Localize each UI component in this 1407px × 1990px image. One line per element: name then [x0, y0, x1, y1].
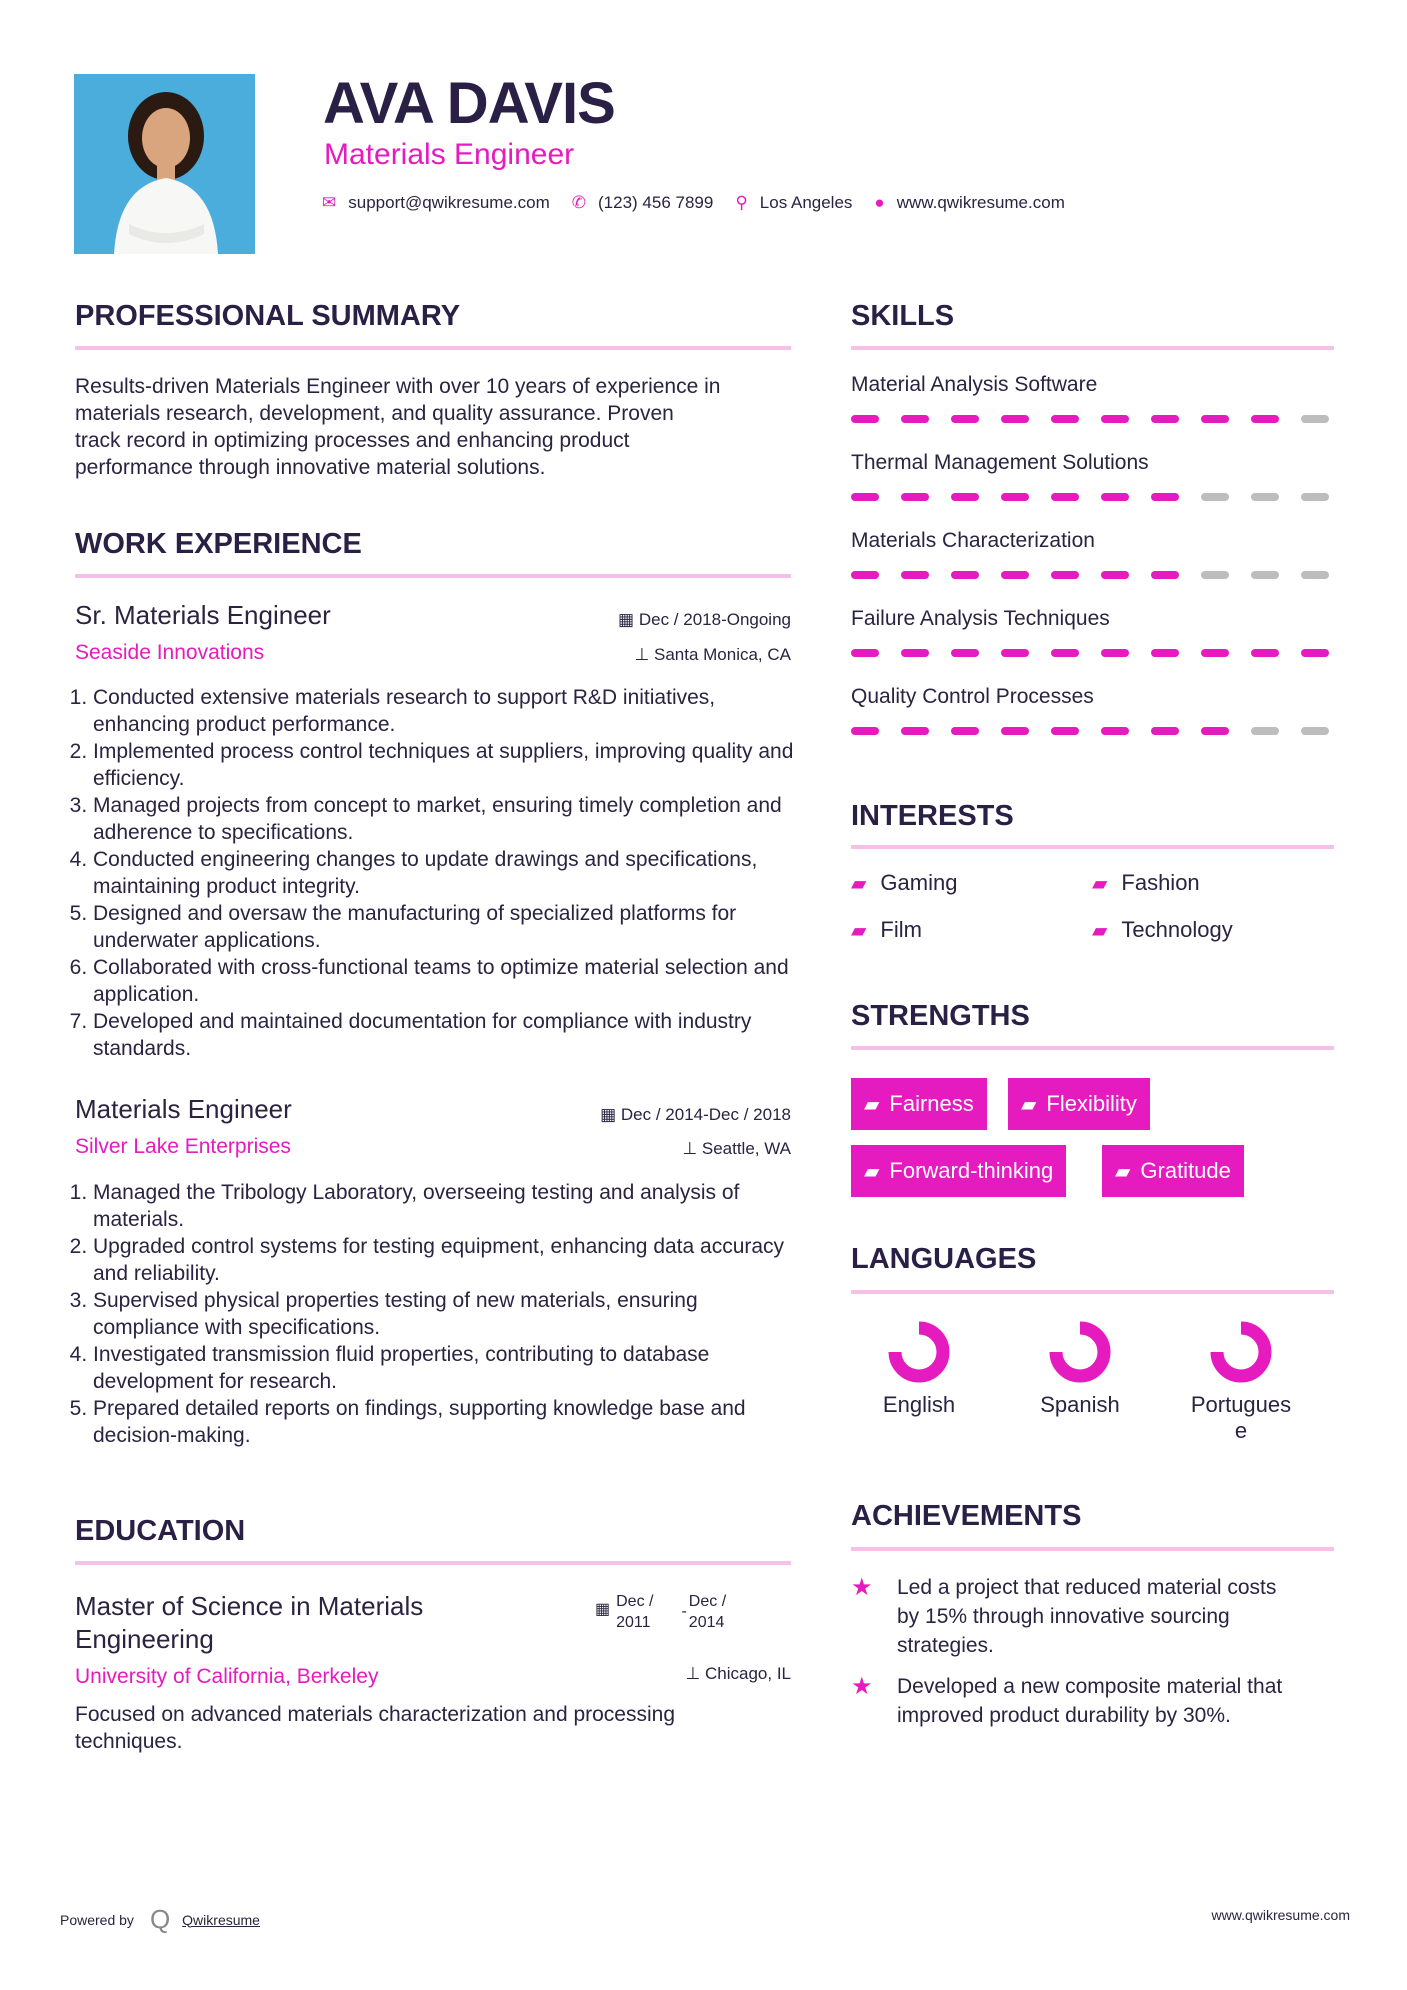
achievement-item — [851, 1573, 1276, 1660]
skill-dot-filled — [851, 493, 879, 501]
map-pin-icon: ⚲ — [735, 193, 748, 212]
summary-heading: PROFESSIONAL SUMMARY — [75, 300, 461, 332]
skill-dot-empty — [1301, 415, 1329, 423]
skill-dot-filled — [1151, 571, 1179, 579]
skill-dot-empty — [1301, 727, 1329, 735]
language-name: Portugues — [1190, 1392, 1292, 1417]
skill-dot-filled — [1051, 493, 1079, 501]
book-icon: ▰ — [1115, 1160, 1131, 1183]
job-date — [520, 1105, 791, 1125]
skill-dot-filled — [851, 571, 879, 579]
book-icon: ▰ — [1021, 1093, 1037, 1116]
book-icon: ▰ — [1092, 872, 1108, 895]
email-text: support@qwikresume.com — [348, 193, 550, 212]
skills-list — [851, 373, 1334, 763]
skill-dot-filled — [951, 493, 979, 501]
education-location-text: Chicago, IL — [705, 1664, 791, 1683]
contact-bar — [322, 193, 1087, 213]
education-date-end — [689, 1591, 726, 1633]
skill-dot-empty — [1201, 571, 1229, 579]
strength-chip — [1008, 1078, 1150, 1130]
skill-dot-filled — [851, 727, 879, 735]
strength-chip — [1102, 1145, 1244, 1197]
skill-dot-filled — [1151, 649, 1179, 657]
list-item: 6. Collaborated with cross-functional teams to optimize material selection and application. — [93, 954, 803, 1008]
achievement-line: improved product durability by 30%. — [897, 1704, 1231, 1727]
skill-dot-filled — [1301, 649, 1329, 657]
achievement-item — [851, 1672, 1282, 1730]
language-arc — [895, 1328, 943, 1376]
skill-dot-filled — [1251, 649, 1279, 657]
language-arc — [1217, 1328, 1265, 1376]
skill-row — [851, 685, 1334, 763]
language-level-ring — [1045, 1318, 1115, 1384]
strengths-heading: STRENGTHS — [851, 1000, 1030, 1032]
interests-heading: INTERESTS — [851, 800, 1014, 832]
skill-dot-filled — [1101, 727, 1129, 735]
list-item: 2. Implemented process control techniques at suppliers, improving quality and efficiency. — [93, 738, 803, 792]
languages-divider — [851, 1290, 1334, 1294]
languages-heading: LANGUAGES — [851, 1243, 1037, 1275]
skill-dot-empty — [1251, 571, 1279, 579]
interests-divider — [851, 845, 1334, 849]
skill-dot-filled — [1051, 571, 1079, 579]
strength-chip — [851, 1145, 1066, 1197]
languages-list — [851, 1318, 1334, 1458]
summary-text — [75, 373, 805, 481]
skill-name: Material Analysis Software — [851, 373, 1098, 396]
contact-email[interactable] — [322, 193, 550, 213]
skill-name: Failure Analysis Techniques — [851, 607, 1110, 630]
achievements-divider — [851, 1547, 1334, 1551]
summary-line: Results-driven Materials Engineer with over 10 years of experience in — [75, 375, 721, 398]
skill-dot-filled — [901, 727, 929, 735]
pushpin-icon: ⊥ — [685, 1664, 701, 1683]
education-location — [540, 1664, 791, 1684]
skill-dot-empty — [1201, 493, 1229, 501]
education-divider — [75, 1561, 791, 1565]
profile-photo — [74, 74, 255, 254]
globe-icon: ● — [874, 193, 885, 212]
skill-dot-filled — [901, 415, 929, 423]
skill-dot-filled — [1101, 415, 1129, 423]
skill-row — [851, 451, 1334, 529]
list-item: 3. Managed projects from concept to market, ensuring timely completion and adherence to specifications. — [93, 792, 803, 846]
skill-level-bar — [851, 727, 1334, 735]
date-part: 2011 — [616, 1614, 651, 1631]
skill-dot-filled — [1201, 649, 1229, 657]
skill-dot-filled — [1151, 727, 1179, 735]
language-item — [1020, 1318, 1140, 1418]
job-company: Silver Lake Enterprises — [75, 1135, 291, 1158]
job-title: Materials Engineer — [75, 1094, 292, 1124]
list-item: 5. Designed and oversaw the manufacturing of specialized platforms for underwater applications. — [93, 900, 803, 954]
skill-dot-empty — [1301, 571, 1329, 579]
list-item: 1. Managed the Tribology Laboratory, overseeing testing and analysis of materials. — [93, 1179, 803, 1233]
phone-icon: ✆ — [571, 193, 586, 212]
skill-dot-filled — [1051, 727, 1079, 735]
job-location-text: Seattle, WA — [701, 1139, 791, 1158]
list-item: 5. Prepared detailed reports on findings, supporting knowledge base and decision-making. — [93, 1395, 803, 1449]
contact-phone[interactable] — [572, 193, 714, 213]
education-heading: EDUCATION — [75, 1515, 246, 1547]
language-level-ring — [1206, 1318, 1276, 1384]
skill-dot-filled — [1001, 649, 1029, 657]
skill-dot-filled — [851, 415, 879, 423]
star-icon: ★ — [851, 1574, 873, 1601]
language-name: English — [882, 1392, 956, 1417]
footer-powered — [60, 1904, 260, 1935]
book-icon: ▰ — [851, 919, 867, 942]
skill-level-bar — [851, 493, 1334, 501]
experience-heading: WORK EXPERIENCE — [75, 528, 362, 560]
interest-item — [1092, 870, 1200, 896]
achievement-text — [897, 1573, 1276, 1660]
school-name: University of California, Berkeley — [75, 1665, 379, 1688]
list-item: 4. Conducted engineering changes to update drawings and specifications, maintaining product integrity. — [93, 846, 803, 900]
job-date — [540, 610, 791, 630]
pushpin-icon: ⊥ — [682, 1139, 698, 1158]
skill-dot-filled — [951, 415, 979, 423]
interest-item — [851, 917, 922, 943]
skill-name: Quality Control Processes — [851, 685, 1094, 708]
job-date-text: Dec / 2018-Ongoing — [638, 610, 791, 629]
skill-dot-filled — [951, 727, 979, 735]
interest-label: Gaming — [880, 870, 958, 895]
star-icon: ★ — [851, 1673, 873, 1700]
skill-dot-filled — [901, 649, 929, 657]
language-arc — [1056, 1328, 1104, 1376]
footer-url[interactable]: www.qwikresume.com — [1211, 1907, 1350, 1923]
contact-location — [735, 193, 852, 213]
qwikresume-logo-icon: Q — [149, 1904, 171, 1934]
summary-line: track record in optimizing processes and enhancing product — [75, 429, 630, 452]
skill-level-bar — [851, 571, 1334, 579]
skill-dot-filled — [1001, 493, 1029, 501]
skill-dot-filled — [951, 649, 979, 657]
skill-row — [851, 607, 1334, 685]
achievement-line: by 15% through innovative sourcing — [897, 1605, 1230, 1628]
list-item: 2. Upgraded control systems for testing equipment, enhancing data accuracy and reliability. — [93, 1233, 803, 1287]
interest-item — [851, 870, 957, 896]
strength-label: Flexibility — [1046, 1091, 1137, 1116]
envelope-icon: ✉ — [322, 193, 337, 212]
job-bullets — [75, 1179, 803, 1449]
language-level-ring — [884, 1318, 954, 1384]
date-part: Dec / — [688, 1593, 727, 1610]
degree-title — [75, 1590, 423, 1656]
skill-dot-filled — [1001, 571, 1029, 579]
skill-dot-filled — [901, 571, 929, 579]
skill-name: Thermal Management Solutions — [851, 451, 1149, 474]
language-name-wrap: e — [1234, 1418, 1248, 1443]
brand-link[interactable]: Qwikresume — [182, 1911, 260, 1928]
summary-line: performance through innovative material solutions. — [75, 456, 546, 479]
candidate-name: AVA DAVIS — [323, 71, 615, 136]
job-location — [540, 1139, 791, 1159]
strength-chip — [851, 1078, 987, 1130]
book-icon: ▰ — [1092, 919, 1108, 942]
skills-divider — [851, 346, 1334, 350]
skill-dot-filled — [1201, 415, 1229, 423]
skill-dot-filled — [1001, 727, 1029, 735]
book-icon: ▰ — [864, 1160, 880, 1183]
candidate-role: Materials Engineer — [324, 138, 575, 171]
skill-level-bar — [851, 649, 1334, 657]
skill-dot-filled — [1101, 649, 1129, 657]
contact-website[interactable] — [874, 193, 1064, 213]
interest-label: Film — [880, 917, 922, 942]
summary-line: materials research, development, and quality assurance. Proven — [75, 402, 674, 425]
skill-dot-filled — [901, 493, 929, 501]
skill-dot-empty — [1251, 493, 1279, 501]
strength-label: Forward-thinking — [889, 1158, 1054, 1183]
education-description: Focused on advanced materials characterization and processing techniques. — [75, 1703, 676, 1753]
experience-divider — [75, 574, 791, 578]
achievement-line: Led a project that reduced material costs — [897, 1576, 1277, 1599]
skill-row — [851, 529, 1334, 607]
job-location-text: Santa Monica, CA — [653, 645, 791, 664]
skill-dot-filled — [1101, 571, 1129, 579]
skill-dot-empty — [1251, 727, 1279, 735]
job-bullets — [75, 684, 803, 1062]
date-dash: - — [681, 1603, 687, 1620]
list-item: 7. Developed and maintained documentation for compliance with industry standards. — [93, 1008, 803, 1062]
list-item: 1. Conducted extensive materials research to support R&D initiatives, enhancing product performance. — [93, 684, 803, 738]
skill-dot-filled — [1151, 493, 1179, 501]
calendar-icon: ▦ — [618, 610, 635, 629]
skill-dot-filled — [1051, 415, 1079, 423]
pushpin-icon: ⊥ — [634, 645, 650, 664]
avatar-illustration — [74, 74, 255, 254]
website-text: www.qwikresume.com — [896, 193, 1065, 212]
list-item: 4. Investigated transmission fluid properties, contributing to database development for research. — [93, 1341, 803, 1395]
job-date-text: Dec / 2014-Dec / 2018 — [620, 1105, 791, 1124]
list-item: 3. Supervised physical properties testing of new materials, ensuring compliance with specifications. — [93, 1287, 803, 1341]
job-title: Sr. Materials Engineer — [75, 600, 331, 630]
skills-heading: SKILLS — [851, 300, 955, 332]
phone-text: (123) 456 7899 — [598, 193, 714, 212]
degree-line: Master of Science in Materials — [75, 1591, 424, 1621]
achievement-text — [897, 1672, 1282, 1730]
skill-dot-filled — [1201, 727, 1229, 735]
degree-line: Engineering — [75, 1624, 214, 1654]
language-item — [1181, 1318, 1301, 1444]
skill-dot-filled — [1051, 649, 1079, 657]
skill-dot-filled — [1001, 415, 1029, 423]
location-text: Los Angeles — [759, 193, 853, 212]
education-date — [595, 1591, 726, 1633]
interest-item — [1092, 917, 1233, 943]
skill-name: Materials Characterization — [851, 529, 1095, 552]
skill-dot-filled — [1101, 493, 1129, 501]
date-part: Dec / — [616, 1593, 654, 1610]
job-company: Seaside Innovations — [75, 641, 265, 664]
skill-dot-filled — [851, 649, 879, 657]
education-date-start — [616, 1591, 653, 1633]
job-location — [540, 645, 791, 665]
powered-label: Powered by — [60, 1911, 134, 1928]
interest-label: Technology — [1121, 917, 1233, 942]
skill-row — [851, 373, 1334, 451]
strength-label: Fairness — [889, 1091, 974, 1116]
skill-dot-filled — [1251, 415, 1279, 423]
book-icon: ▰ — [851, 872, 867, 895]
strength-label: Gratitude — [1140, 1158, 1231, 1183]
language-name: Spanish — [1040, 1392, 1120, 1417]
achievement-line: strategies. — [897, 1634, 994, 1657]
achievements-heading: ACHIEVEMENTS — [851, 1500, 1082, 1532]
calendar-icon: ▦ — [600, 1105, 617, 1124]
interest-label: Fashion — [1121, 870, 1200, 895]
achievement-line: Developed a new composite material that — [897, 1675, 1283, 1698]
date-part: 2014 — [688, 1614, 725, 1631]
strengths-divider — [851, 1046, 1334, 1050]
book-icon: ▰ — [864, 1093, 880, 1116]
skill-dot-filled — [951, 571, 979, 579]
skill-dot-filled — [1151, 415, 1179, 423]
skill-level-bar — [851, 415, 1334, 423]
summary-divider — [75, 346, 791, 350]
language-item — [859, 1318, 979, 1418]
skill-dot-empty — [1301, 493, 1329, 501]
calendar-icon: ▦ — [595, 1601, 611, 1618]
